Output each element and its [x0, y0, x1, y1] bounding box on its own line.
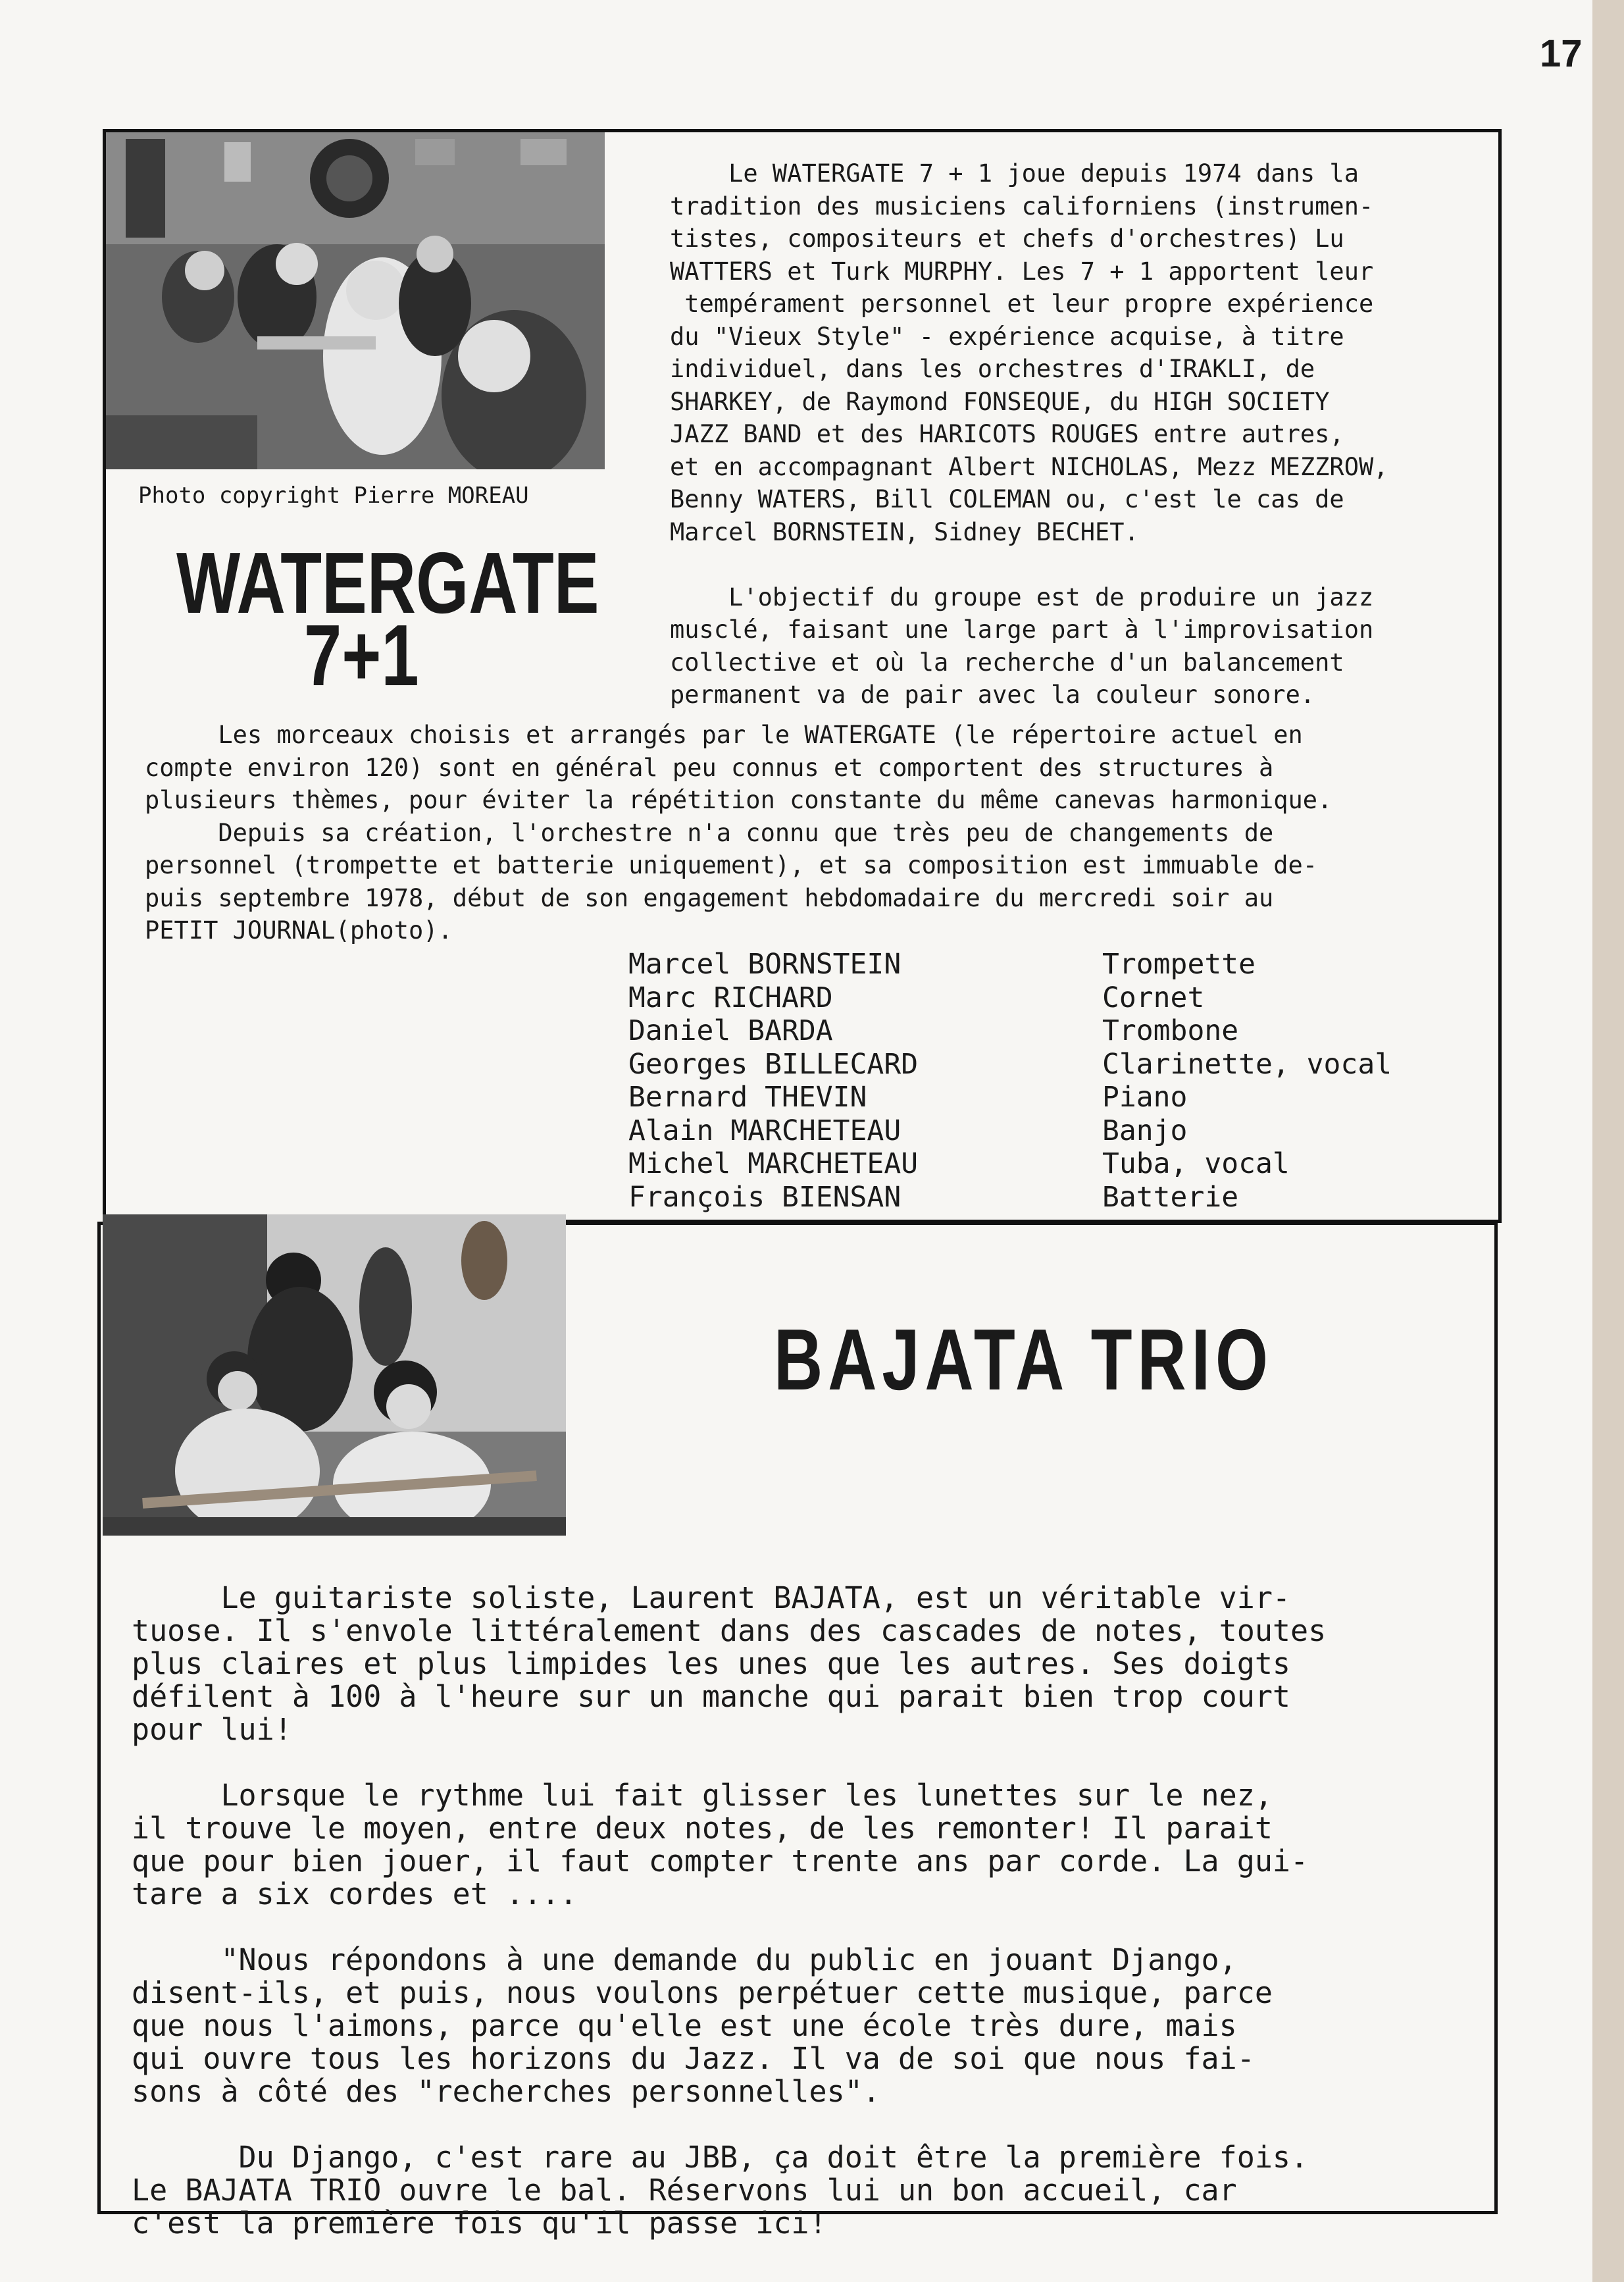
text-line: collective et où la recherche d'un balancement [670, 648, 1344, 677]
lineup-musician-name: Alain MARCHETEAU [628, 1114, 901, 1147]
text-line: sons à côté des "recherches personnelles". [132, 2074, 880, 2109]
lineup-instrument: Clarinette, vocal [1102, 1047, 1392, 1081]
bajata-trio-title: BAJATA TRIO [774, 1311, 1273, 1408]
text-line: et en accompagnant Albert NICHOLAS, Mezz MEZZROW, [670, 452, 1388, 481]
page-edge [1592, 0, 1624, 2282]
text-line: disent-ils, et puis, nous voulons perpétuer cette musique, parce [132, 1975, 1273, 2010]
text-line: il trouve le moyen, entre deux notes, de les remonter! Il parait [132, 1811, 1273, 1846]
text-line: Depuis sa création, l'orchestre n'a connu que très peu de changements de [145, 818, 1274, 847]
lineup-instrument: Batterie [1102, 1180, 1239, 1214]
watergate-band-photo [106, 132, 605, 469]
text-line: tradition des musiciens californiens (instrumen- [670, 192, 1374, 220]
text-line: tempérament personnel et leur propre expérience [670, 290, 1374, 318]
watergate-title-line1: WATERGATE [176, 534, 599, 631]
text-line: tistes, compositeurs et chefs d'orchestres) Lu [670, 224, 1344, 253]
text-line: compte environ 120) sont en général peu connus et comportent des structures à [145, 753, 1274, 782]
lineup-instrument: Piano [1102, 1081, 1188, 1114]
lineup-musician-name: Bernard THEVIN [628, 1081, 867, 1114]
text-line: PETIT JOURNAL(photo). [145, 916, 453, 945]
photo-caption: Photo copyright Pierre MOREAU [138, 482, 529, 509]
bajata-trio-photo [103, 1214, 566, 1536]
text-line: Lorsque le rythme lui fait glisser les lunettes sur le nez, [132, 1778, 1273, 1813]
lineup-musician-name: François BIENSAN [628, 1180, 901, 1214]
lineup-instrument: Cornet [1102, 981, 1205, 1014]
text-line: Marcel BORNSTEIN, Sidney BECHET. [670, 517, 1139, 546]
text-line: personnel (trompette et batterie uniquement), et sa composition est immuable de- [145, 851, 1318, 879]
text-line: JAZZ BAND et des HARICOTS ROUGES entre autres, [670, 420, 1344, 448]
text-line: puis septembre 1978, début de son engagement hebdomadaire du mercredi soir au [145, 883, 1274, 912]
text-line: permanent va de pair avec la couleur sonore. [670, 681, 1315, 709]
lineup-musician-name: Marc RICHARD [628, 981, 833, 1014]
page-number: 17 [1540, 32, 1583, 75]
text-line: pour lui! [132, 1712, 292, 1747]
text-line: plus claires et plus limpides les unes que les autres. Ses doigts [132, 1646, 1290, 1681]
text-line: Benny WATERS, Bill COLEMAN ou, c'est le cas de [670, 485, 1344, 513]
text-line: tuose. Il s'envole littéralement dans des cascades de notes, toutes [132, 1613, 1327, 1648]
text-line: c'est la première fois qu'il passe ici! [132, 2206, 827, 2241]
watergate-title-line2: 7+1 [304, 607, 419, 704]
text-line: défilent à 100 à l'heure sur un manche qui parait bien trop court [132, 1679, 1290, 1714]
text-line: Les morceaux choisis et arrangés par le WATERGATE (le répertoire actuel en [145, 721, 1303, 749]
text-line: tare a six cordes et .... [132, 1877, 578, 1911]
text-line: Le WATERGATE 7 + 1 joue depuis 1974 dans la [670, 159, 1359, 188]
text-line: SHARKEY, de Raymond FONSEQUE, du HIGH SOCIETY [670, 387, 1330, 416]
lineup-instrument: Banjo [1102, 1114, 1188, 1147]
lineup-musician-name: Marcel BORNSTEIN [628, 948, 901, 981]
text-line: Le BAJATA TRIO ouvre le bal. Réservons lui un bon accueil, car [132, 2173, 1237, 2208]
lineup-musician-name: Michel MARCHETEAU [628, 1147, 919, 1180]
text-line: plusieurs thèmes, pour éviter la répétition constante du même canevas harmonique. [145, 786, 1332, 814]
lineup-musician-name: Daniel BARDA [628, 1014, 833, 1047]
text-line: du "Vieux Style" - expérience acquise, à titre [670, 322, 1344, 351]
text-line: individuel, dans les orchestres d'IRAKLI, de [670, 355, 1315, 383]
text-line: que pour bien jouer, il faut compter trente ans par corde. La gui- [132, 1844, 1309, 1879]
text-line: "Nous répondons à une demande du public en jouant Django, [132, 1942, 1237, 1977]
text-line: musclé, faisant une large part à l'improvisation [670, 615, 1374, 644]
lineup-instrument: Tuba, vocal [1102, 1147, 1290, 1180]
text-line: L'objectif du groupe est de produire un jazz [670, 583, 1374, 611]
text-line: qui ouvre tous les horizons du Jazz. Il va de soi que nous fai- [132, 2041, 1255, 2076]
lineup-musician-name: Georges BILLECARD [628, 1047, 919, 1081]
lineup-instrument: Trompette [1102, 948, 1256, 981]
text-line: que nous l'aimons, parce qu'elle est une école très dure, mais [132, 2008, 1237, 2043]
lineup-instrument: Trombone [1102, 1014, 1239, 1047]
text-line: Du Django, c'est rare au JBB, ça doit être la première fois. [132, 2140, 1309, 2175]
text-line: Le guitariste soliste, Laurent BAJATA, est un véritable vir- [132, 1580, 1290, 1615]
text-line: WATTERS et Turk MURPHY. Les 7 + 1 apportent leur [670, 257, 1374, 286]
